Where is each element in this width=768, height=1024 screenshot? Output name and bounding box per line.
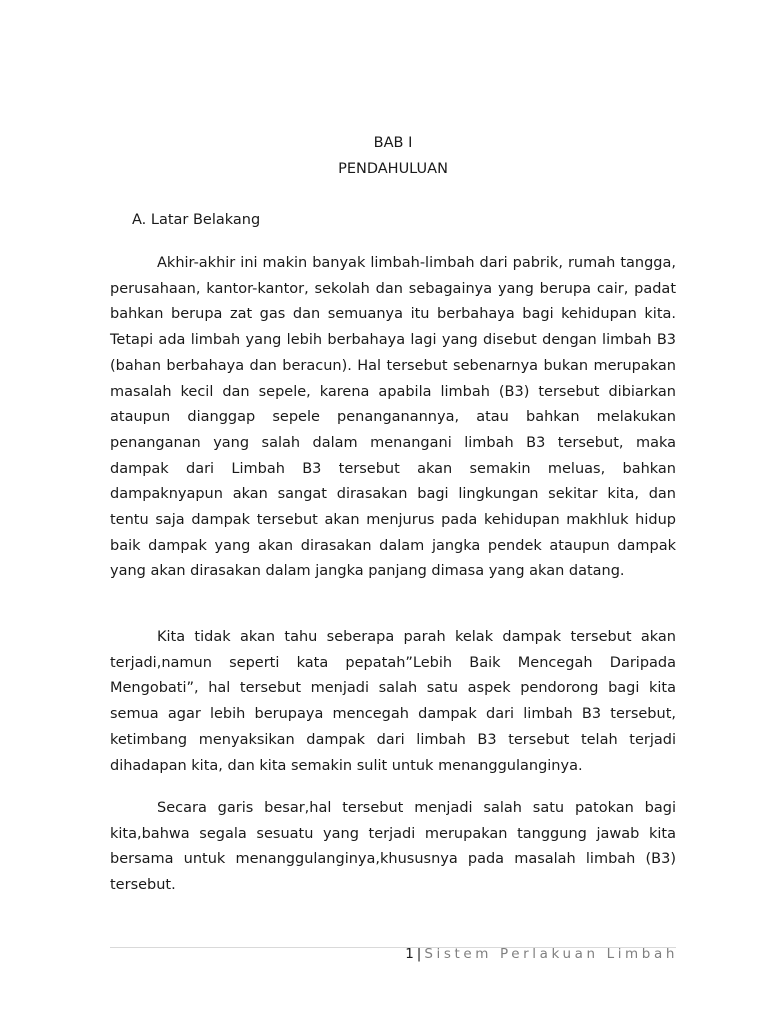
page-footer [110,946,678,962]
body-paragraph: Kita tidak akan tahu seberapa parah kelak dampak tersebut akan terjadi,namun seperti kata pepatah”Lebih Baik Mencegah Daripada Mengobati”, hal tersebut menjadi salah satu aspek pendorong bagi kita semua agar lebih berupaya mencegah dampak dari limbah B3 tersebut, ketimbang menyaksikan dampak dari limbah B3 tersebut telah terjadi dihadapan kita, dan kita semakin sulit untuk menanggulanginya. [110,629,676,774]
page-number: 1 [405,946,414,962]
footer-document-title: Sistem Perlakuan Limbah [424,946,678,962]
chapter-title: PENDAHULUAN [338,161,448,177]
chapter-number: BAB I [373,135,413,151]
body-paragraph: Secara garis besar,hal tersebut menjadi salah satu patokan bagi kita,bahwa segala sesuatu yang terjadi merupakan tanggung jawab kita bersama untuk menanggulanginya,khususnya pada masalah limbah (B3) tersebut. [110,800,676,894]
section-heading: A. Latar Belakang [132,212,261,228]
body-paragraph: Akhir-akhir ini makin banyak limbah-limbah dari pabrik, rumah tangga, perusahaan, kantor-kantor, sekolah dan sebagainya yang berupa cair, padat bahkan berupa zat gas dan semuanya itu berbahaya bagi kehidupan kita. Tetapi ada limbah yang lebih berbahaya lagi yang disebut dengan limbah B3 (bahan berbahaya dan beracun). Hal tersebut sebenarnya bukan merupakan masalah kecil dan sepele, karena apabila limbah (B3) tersebut dibiarkan ataupun dianggap sepele penanganannya, atau bahkan melakukan penanganan yang salah dalam menangani limbah B3 tersebut, maka dampak dari Limbah B3 tersebut akan semakin meluas, bahkan dampaknyapun akan sangat dirasakan bagi lingkungan sekitar kita, dan tentu saja dampak tersebut akan menjurus pada kehidupan makhluk hidup baik dampak yang akan dirasakan dalam jangka pendek ataupun dampak yang akan dirasakan dalam jangka panjang dimasa yang akan datang. [110,255,676,580]
footer-separator: | [416,946,422,962]
